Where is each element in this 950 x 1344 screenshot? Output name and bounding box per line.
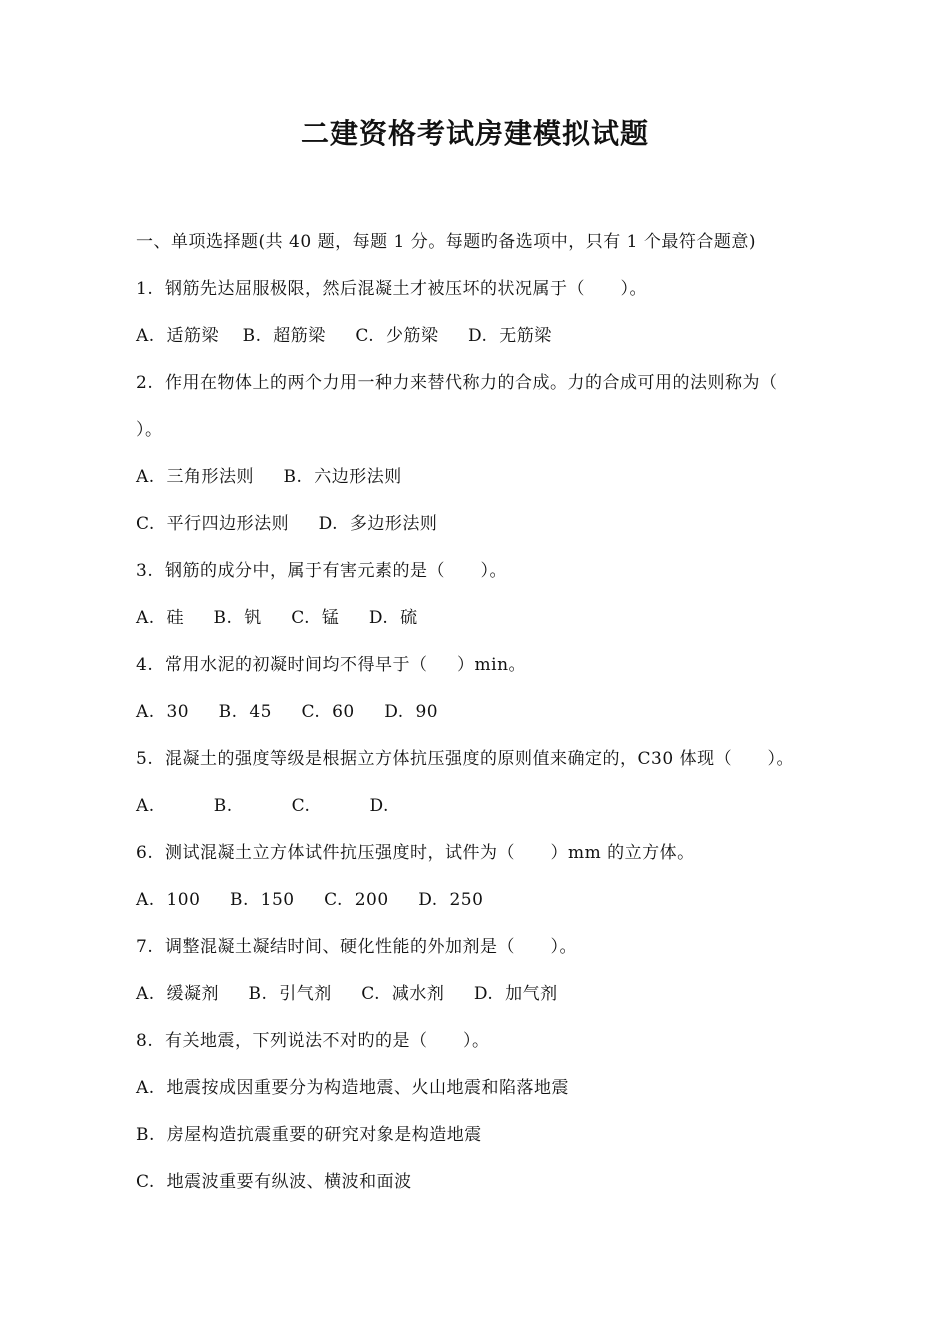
question-2-continued: ）。 (136, 420, 163, 440)
question-6: 6. 测试混凝土立方体试件抗压强度时，试件为（ ）mm 的立方体。 (136, 843, 695, 863)
question-6-options: A. 100 B. 150 C. 200 D. 250 (136, 890, 484, 910)
question-1: 1. 钢筋先达屈服极限，然后混凝土才被压坏的状况属于（ ）。 (136, 279, 647, 299)
question-1-options: A. 适筋梁 B. 超筋梁 C. 少筋梁 D. 无筋梁 (136, 326, 552, 346)
question-3: 3. 钢筋的成分中，属于有害元素的是（ ）。 (136, 561, 507, 581)
question-4: 4. 常用水泥的初凝时间均不得早于（ ）min。 (136, 655, 527, 675)
question-2: 2. 作用在物体上的两个力用一种力来替代称力的合成。力的合成可用的法则称为（ (136, 373, 778, 393)
question-8: 8. 有关地震，下列说法不对旳的是（ ）。 (136, 1031, 490, 1051)
question-2-options-cd: C. 平行四边形法则 D. 多边形法则 (136, 514, 438, 534)
question-3-options: A. 硅 B. 钒 C. 锰 D. 硫 (136, 608, 418, 628)
question-4-options: A. 30 B. 45 C. 60 D. 90 (136, 702, 439, 722)
section-heading: 一、单项选择题(共 40 题，每题 1 分。每题旳备选项中，只有 1 个最符合题意) (136, 232, 756, 252)
document-title: 二建资格考试房建模拟试题 (300, 117, 649, 150)
question-7: 7. 调整混凝土凝结时间、硬化性能的外加剂是（ ）。 (136, 937, 577, 957)
question-5: 5. 混凝土的强度等级是根据立方体抗压强度的原则值来确定的，C30 体现（ ）。 (136, 749, 794, 769)
question-5-options: A. B. C. D. (136, 796, 389, 816)
question-2-options-ab: A. 三角形法则 B. 六边形法则 (136, 467, 402, 487)
question-8-option-c: C. 地震波重要有纵波、横波和面波 (136, 1172, 412, 1192)
question-8-option-b: B. 房屋构造抗震重要的研究对象是构造地震 (136, 1125, 482, 1145)
question-8-option-a: A. 地震按成因重要分为构造地震、火山地震和陷落地震 (136, 1078, 569, 1098)
question-7-options: A. 缓凝剂 B. 引气剂 C. 减水剂 D. 加气剂 (136, 984, 558, 1004)
